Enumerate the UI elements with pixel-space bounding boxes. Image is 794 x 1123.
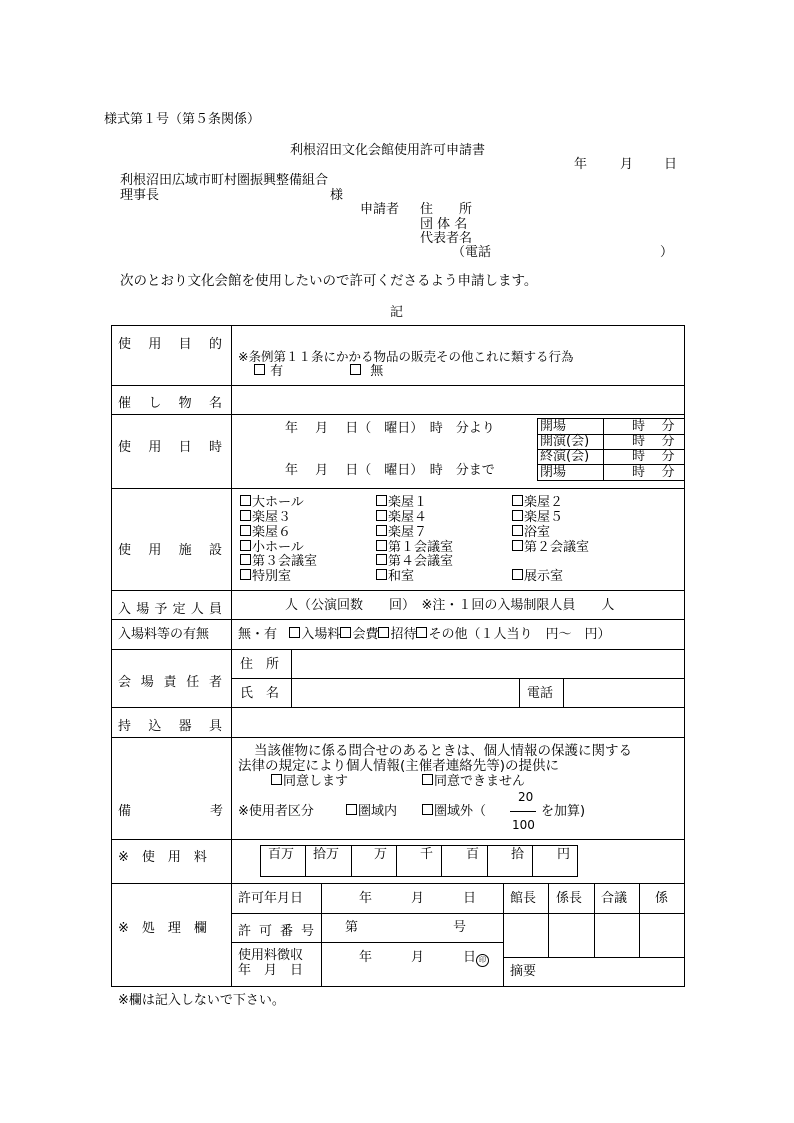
fee-unit-ten-thousand[interactable]: 万 xyxy=(374,847,388,862)
disagree-option[interactable] xyxy=(422,774,525,789)
permit-number-suffix: 号 xyxy=(453,920,467,935)
sales-yes-label: 有 xyxy=(270,364,284,379)
checkbox[interactable] xyxy=(512,569,523,580)
permit-number-label: 許 可 番 号 xyxy=(238,924,314,939)
privacy-notice-line2: 法律の規定により個人情報(主催者連絡先等)の提供に xyxy=(238,758,560,774)
facility-option[interactable]: 楽屋１ xyxy=(376,495,427,510)
applicant-group-label: 団 体 名 xyxy=(420,217,468,232)
agree-checkbox[interactable] xyxy=(271,774,282,785)
other-label: その他（１人当り 円～ 円） xyxy=(428,627,611,642)
invite-checkbox[interactable] xyxy=(378,627,389,638)
remarks-label-b: 考 xyxy=(210,804,224,819)
close-show-label: 終演(会) xyxy=(540,449,590,464)
approver-staff: 係 xyxy=(655,891,669,906)
facility-option[interactable]: 浴室 xyxy=(512,525,550,540)
fee-presence-options[interactable] xyxy=(238,627,610,642)
checkbox[interactable] xyxy=(240,525,251,536)
checkbox[interactable] xyxy=(376,495,387,506)
permit-number-prefix: 第 xyxy=(345,920,359,935)
event-name-field[interactable] xyxy=(234,388,682,412)
surcharge-suffix: を加算) xyxy=(541,804,586,819)
fraction-bar xyxy=(510,811,536,812)
outside-region-label: 圏域外（ xyxy=(434,804,487,819)
open-show-label: 開演(会) xyxy=(540,434,590,449)
facility-option[interactable]: 楽屋４ xyxy=(376,510,427,525)
close-show-time[interactable]: 時 分 xyxy=(632,449,675,464)
usage-fee-label: ※ 使 用 料 xyxy=(118,850,207,865)
invite-label: 招待 xyxy=(390,627,417,642)
inside-region-checkbox[interactable] xyxy=(346,804,357,815)
agree-option[interactable] xyxy=(271,774,348,789)
checkbox[interactable] xyxy=(512,510,523,521)
sales-yes-checkbox[interactable] xyxy=(254,364,265,375)
remarks-label-a: 備 xyxy=(118,804,132,819)
manager-name-field[interactable] xyxy=(294,681,516,705)
date-day: 日 xyxy=(664,157,678,172)
fee-presence-prefix[interactable]: 無・有 xyxy=(238,627,278,642)
checkbox[interactable] xyxy=(240,554,251,565)
close-hall-time[interactable]: 時 分 xyxy=(632,465,675,480)
facility-label: 使 用 施 設 xyxy=(118,543,222,558)
facility-option[interactable]: 楽屋７ xyxy=(376,525,427,540)
checkbox[interactable] xyxy=(512,495,523,506)
sales-no-checkbox[interactable] xyxy=(350,364,361,375)
facility-option[interactable]: 第２会議室 xyxy=(512,540,589,555)
sales-no-option[interactable] xyxy=(350,364,383,379)
applicant-tel-label: （電話 xyxy=(452,245,492,260)
checkbox[interactable] xyxy=(240,540,251,551)
facility-option[interactable]: 楽屋２ xyxy=(512,495,563,510)
fee-collection-date[interactable]: 年 月 日 印 xyxy=(359,950,489,967)
checkbox[interactable] xyxy=(376,540,387,551)
fee-collection-label-1: 使用料徴収 xyxy=(238,948,304,963)
approver-director: 館長 xyxy=(510,891,537,906)
facility-option[interactable]: 第４会議室 xyxy=(376,554,453,569)
manager-label: 会 場 責 任 者 xyxy=(118,675,222,690)
facility-option[interactable]: 楽屋３ xyxy=(240,510,291,525)
checkbox[interactable] xyxy=(240,569,251,580)
agree-label: 同意します xyxy=(283,774,349,789)
membership-fee-checkbox[interactable] xyxy=(340,627,351,638)
form-title: 利根沼田文化会館使用許可申請書 xyxy=(290,143,486,158)
facility-option[interactable]: 第１会議室 xyxy=(376,540,453,555)
manager-address-label: 住 所 xyxy=(240,657,280,672)
checkbox[interactable] xyxy=(376,525,387,536)
outside-region-checkbox[interactable] xyxy=(422,804,433,815)
privacy-notice-line1: 当該催物に係る問合せのあるときは、個人情報の保護に関する xyxy=(254,743,632,759)
manager-name-label: 氏 名 xyxy=(240,686,280,701)
form-number: 様式第１号（第５条関係） xyxy=(104,112,261,127)
facility-option[interactable]: 小ホール xyxy=(240,540,304,555)
applicant-tel-close: ） xyxy=(660,245,674,260)
disagree-label: 同意できません xyxy=(434,774,526,789)
seal-icon: 印 xyxy=(476,954,489,967)
application-statement: 次のとおり文化会館を使用したいので許可くださるよう申請します。 xyxy=(120,273,538,289)
honorific: 様 xyxy=(330,188,344,203)
event-name-label: 催 し 物 名 xyxy=(118,396,222,411)
fee-unit-million[interactable]: 百万 xyxy=(268,847,295,862)
fee-unit-thousand[interactable]: 千 xyxy=(420,847,434,862)
close-hall-label: 閉場 xyxy=(540,465,567,480)
applicant-address-label: 住 所 xyxy=(420,202,473,217)
surcharge-numerator: 20 xyxy=(518,790,534,804)
facility-option[interactable]: 楽屋５ xyxy=(512,510,563,525)
open-hall-label: 開場 xyxy=(540,419,567,434)
manager-tel-field[interactable] xyxy=(566,681,682,705)
sales-no-label: 無 xyxy=(370,364,384,379)
summary-label: 摘要 xyxy=(510,964,537,979)
checkbox[interactable] xyxy=(240,495,251,506)
equipment-field[interactable] xyxy=(234,710,682,735)
addressee-org: 利根沼田広域市町村圏振興整備組合 xyxy=(120,173,329,188)
approver-consult: 合議 xyxy=(601,891,628,906)
checkbox[interactable] xyxy=(512,525,523,536)
attendance-label: 入 場 予 定 人 員 xyxy=(118,602,222,617)
datetime-label: 使 用 日 時 xyxy=(118,440,222,455)
facility-option[interactable]: 楽屋６ xyxy=(240,525,291,540)
date-year: 年 xyxy=(574,157,588,172)
checkbox[interactable] xyxy=(512,540,523,551)
checkbox[interactable] xyxy=(376,510,387,521)
manager-tel-label: 電話 xyxy=(527,686,554,701)
fee-collection-label-2: 年 月 日 xyxy=(238,963,304,978)
fee-unit-ten[interactable]: 拾 xyxy=(511,847,525,862)
surcharge-denominator: 100 xyxy=(512,818,535,832)
fee-unit-hundred-thousand[interactable]: 拾万 xyxy=(313,847,340,862)
permit-date-value[interactable]: 年 月 日 xyxy=(359,891,477,906)
facility-option[interactable]: 特別室 xyxy=(240,569,291,584)
fee-presence-label: 入場料等の有無 xyxy=(118,627,210,642)
other-checkbox[interactable] xyxy=(416,627,427,638)
open-hall-time[interactable]: 時 分 xyxy=(632,419,675,434)
purpose-label: 使 用 目 的 xyxy=(118,337,222,352)
membership-fee-label: 会費 xyxy=(352,627,379,642)
ki-mark: 記 xyxy=(390,305,404,320)
entry-fee-label: 入場料 xyxy=(301,627,341,642)
checkbox[interactable] xyxy=(376,569,387,580)
disagree-checkbox[interactable] xyxy=(422,774,433,785)
applicant-label: 申請者 xyxy=(360,202,400,217)
fee-unit-yen[interactable]: 円 xyxy=(557,847,571,862)
usage-fee-boxes xyxy=(260,845,578,877)
inside-region-option[interactable] xyxy=(346,804,397,819)
entry-fee-checkbox[interactable] xyxy=(289,627,300,638)
facility-option[interactable]: 第３会議室 xyxy=(240,554,317,569)
checkbox[interactable] xyxy=(240,510,251,521)
equipment-label: 持 込 器 具 xyxy=(118,719,222,734)
addressee-title: 理事長 xyxy=(120,188,160,203)
permit-date-label: 許可年月日 xyxy=(238,891,304,906)
footer-note: ※欄は記入しないで下さい。 xyxy=(118,993,285,1008)
inside-region-label: 圏域内 xyxy=(358,804,398,819)
outside-region-option[interactable] xyxy=(422,804,486,819)
open-show-time[interactable]: 時 分 xyxy=(632,434,675,449)
sales-yes-option[interactable] xyxy=(254,364,283,379)
facility-option[interactable]: 展示室 xyxy=(512,569,563,584)
applicant-rep-label: 代表者名 xyxy=(420,231,473,246)
manager-address-field[interactable] xyxy=(294,652,682,676)
approver-chief: 係長 xyxy=(556,891,583,906)
processing-label: ※ 処 理 欄 xyxy=(118,921,207,936)
facility-option[interactable]: 和室 xyxy=(376,569,414,584)
date-month: 月 xyxy=(620,157,634,172)
datetime-to[interactable]: 年 月 日（ 曜日） 時 分まで xyxy=(285,463,495,478)
datetime-from[interactable]: 年 月 日（ 曜日） 時 分より xyxy=(285,421,495,436)
user-class-label: ※使用者区分 xyxy=(238,804,314,819)
fee-unit-hundred[interactable]: 百 xyxy=(466,847,480,862)
attendance-field[interactable]: 人（公演回数 回） ※注・１回の入場制限人員 人 xyxy=(285,598,615,613)
facility-option[interactable]: 大ホール xyxy=(240,495,304,510)
sales-note: ※条例第１１条にかかる物品の販売その他これに類する行為 xyxy=(238,349,574,364)
checkbox[interactable] xyxy=(376,554,387,565)
